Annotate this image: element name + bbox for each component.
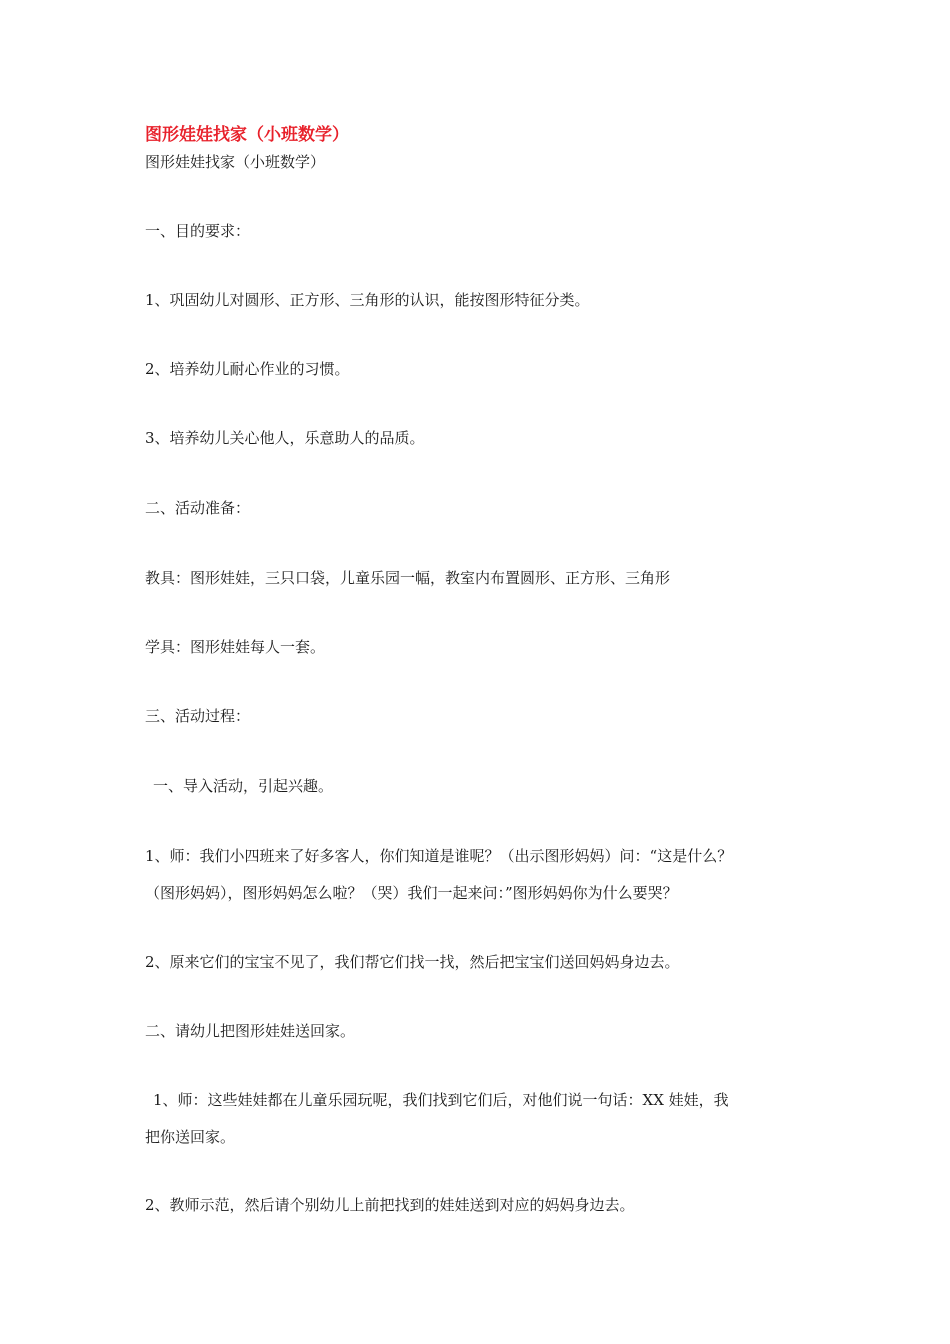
process-step-1-item-1-line-2: （图形妈妈），图形妈妈怎么啦？（哭）我们一起来问：”图形妈妈你为什么要哭？	[145, 884, 678, 902]
goal-item-2: 2、培养幼儿耐心作业的习惯。	[145, 360, 350, 378]
process-step-2-item-2: 2、教师示范，然后请个别幼儿上前把找到的娃娃送到对应的妈妈身边去。	[145, 1196, 635, 1214]
goal-item-3: 3、培养幼儿关心他人，乐意助人的品质。	[145, 429, 425, 447]
document-title: 图形娃娃找家（小班数学）	[145, 125, 349, 145]
process-step-2-heading: 二、请幼儿把图形娃娃送回家。	[145, 1022, 356, 1040]
teaching-aids: 教具：图形娃娃，三只口袋，儿童乐园一幅，教室内布置圆形、正方形、三角形	[145, 569, 671, 587]
document-subtitle: 图形娃娃找家（小班数学）	[145, 153, 326, 171]
process-step-1-item-1-line-1: 1、师：我们小四班来了好多客人，你们知道是谁呢？（出示图形妈妈）问：“这是什么？	[145, 847, 733, 865]
section-heading-goals: 一、目的要求：	[145, 222, 251, 240]
process-step-1-heading: 一、导入活动，引起兴趣。	[153, 777, 334, 795]
goal-item-1: 1、巩固幼儿对圆形、正方形、三角形的认识，能按图形特征分类。	[145, 291, 590, 309]
section-heading-preparation: 二、活动准备：	[145, 499, 251, 517]
learning-aids: 学具：图形娃娃每人一套。	[145, 638, 326, 656]
process-step-1-item-2: 2、原来它们的宝宝不见了，我们帮它们找一找，然后把宝宝们送回妈妈身边去。	[145, 953, 680, 971]
section-heading-process: 三、活动过程：	[145, 707, 251, 725]
process-step-2-item-1-line-2: 把你送回家。	[145, 1128, 236, 1146]
process-step-2-item-1-line-1: 1、师：这些娃娃都在儿童乐园玩呢，我们找到它们后，对他们说一句话：XX 娃娃，我	[153, 1091, 729, 1109]
